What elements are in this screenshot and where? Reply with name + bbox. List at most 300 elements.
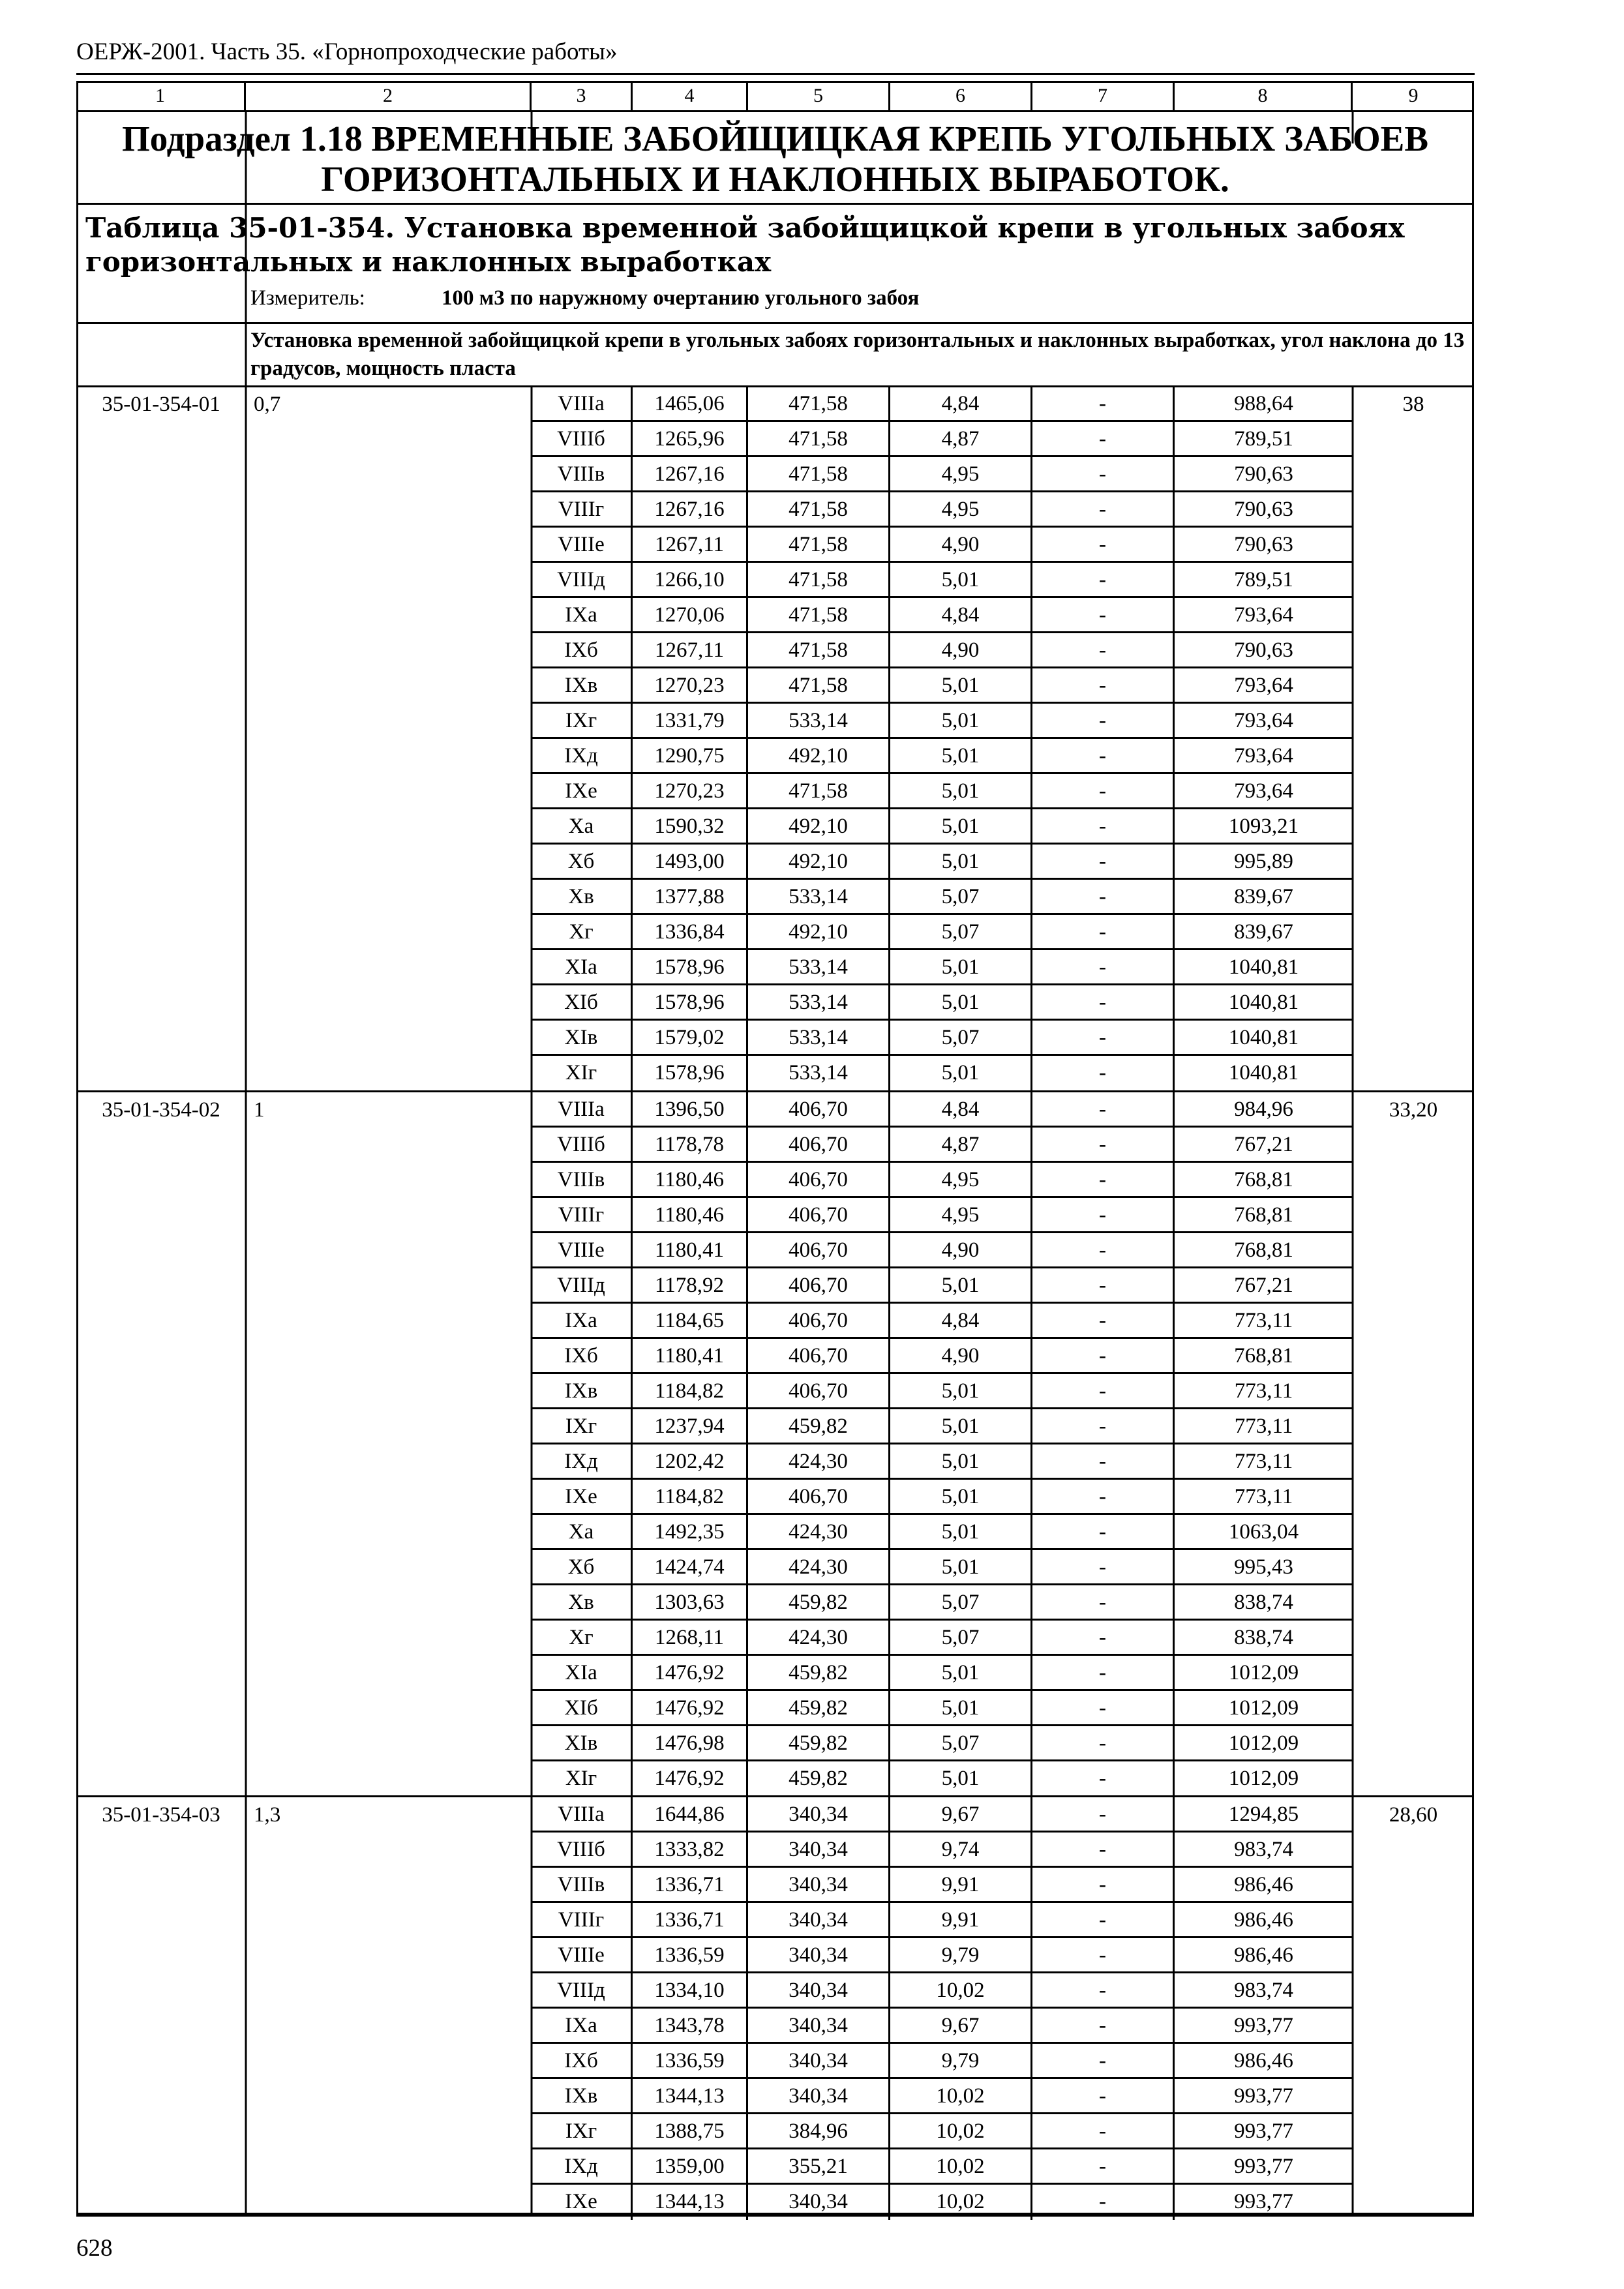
header-rule [76,73,1475,75]
total-cost-cell: 1590,32 [633,809,748,843]
machines-cell: 10,02 [890,1973,1032,2007]
table-row [532,1304,1353,1339]
table-row [532,950,1353,985]
operator-wages-cell: - [1032,1973,1175,2007]
wages-cell: 459,82 [748,1726,890,1759]
zone-cell: IXв [532,2079,633,2112]
zone-cell: IXа [532,598,633,631]
machines-cell: 9,79 [890,1938,1032,1971]
machines-cell: 5,01 [890,668,1032,702]
wages-cell: 406,70 [748,1163,890,1196]
total-cost-cell: 1578,96 [633,1056,748,1091]
measure-value: 100 м3 по наружному очертанию угольного забоя [442,286,920,310]
operator-wages-cell: - [1032,1198,1175,1231]
group-code: 35-01-354-01 [102,393,220,416]
wages-cell: 492,10 [748,915,890,948]
materials-cell: 838,74 [1234,1591,1293,1614]
col-number-3: 3 [532,81,633,110]
wages-cell: 471,58 [748,633,890,666]
total-cost-cell: 1476,98 [633,1726,748,1759]
table-row [532,1339,1353,1374]
operator-wages-cell: - [1032,1128,1175,1161]
zone-cell: IXв [532,668,633,702]
wages-cell: 340,34 [748,1868,890,1901]
zone-cell: XIв [532,1021,633,1054]
wages-cell: 406,70 [748,1304,890,1337]
operator-wages-cell: - [1032,1233,1175,1266]
table-row [532,422,1353,457]
zone-cell: IXд [532,739,633,772]
table-row [532,633,1353,668]
total-cost-cell: 1180,46 [633,1198,748,1231]
machines-cell: 10,02 [890,2114,1032,2147]
wages-cell: 533,14 [748,880,890,913]
table-row [532,2149,1353,2185]
total-cost-cell: 1476,92 [633,1761,748,1797]
wages-cell: 492,10 [748,809,890,843]
machines-cell: 4,90 [890,633,1032,666]
machines-cell: 4,90 [890,1339,1032,1372]
operator-wages-cell: - [1032,1726,1175,1759]
table-row [532,845,1353,880]
wages-cell: 406,70 [748,1374,890,1407]
table-row [532,1726,1353,1761]
group-code: 35-01-354-02 [102,1098,220,1122]
wages-cell: 459,82 [748,1691,890,1724]
machines-cell: 5,01 [890,704,1032,737]
table-row [532,1056,1353,1091]
materials-cell: 793,64 [1234,744,1293,768]
table-row [532,1021,1353,1056]
machines-cell: 10,02 [890,2149,1032,2183]
machines-cell: 5,01 [890,1268,1032,1302]
table-header [76,81,1474,387]
materials-cell: 984,96 [1234,1098,1293,1121]
machines-cell: 4,87 [890,422,1032,455]
total-cost-cell: 1344,13 [633,2079,748,2112]
zone-cell: VIIIв [532,457,633,490]
zone-cell: VIIIе [532,1938,633,1971]
table-row [532,2044,1353,2079]
operator-wages-cell: - [1032,457,1175,490]
total-cost-cell: 1184,82 [633,1480,748,1513]
column-number-row [76,81,1474,112]
total-cost-cell: 1270,23 [633,668,748,702]
total-cost-cell: 1344,13 [633,2185,748,2220]
col-number-7: 7 [1032,81,1175,110]
total-cost-cell: 1267,16 [633,492,748,526]
table-caption-block [76,205,1474,324]
machines-cell: 5,01 [890,1550,1032,1583]
subheader-row [76,324,1474,387]
total-cost-cell: 1336,71 [633,1903,748,1936]
materials-cell: 793,64 [1234,603,1293,627]
wages-cell: 471,58 [748,457,890,490]
operator-wages-cell: - [1032,422,1175,455]
operator-wages-cell: - [1032,1339,1175,1372]
section-title: Подраздел 1.18 ВРЕМЕННЫЕ ЗАБОЙЩИЦКАЯ КРЕПЬ УГОЛЬНЫХ ЗАБОЕВ ГОРИЗОНТАЛЬНЫХ И НАКЛОННЫХ ВЫРАБОТОК. [76,112,1474,205]
zone-cell: VIIIв [532,1868,633,1901]
machines-cell: 5,07 [890,880,1032,913]
materials-cell: 793,64 [1234,709,1293,732]
table-title: Таблица 35-01-354. Установка временной забойщицкой крепи в угольных забоях горизонтальных и наклонных выработках [85,212,1405,278]
operator-wages-cell: - [1032,2114,1175,2147]
table-row [532,1761,1353,1797]
total-cost-cell: 1178,92 [633,1268,748,1302]
group-norm: 33,20 [1389,1098,1438,1122]
materials-cell: 1012,09 [1228,1696,1299,1720]
wages-cell: 424,30 [748,1621,890,1654]
materials-cell: 773,11 [1234,1414,1293,1438]
table-row [532,915,1353,950]
col-number-9: 9 [1408,85,1419,106]
total-cost-cell: 1578,96 [633,950,748,983]
table-row [532,1585,1353,1621]
materials-cell: 983,74 [1234,1979,1293,2002]
machines-cell: 10,02 [890,2185,1032,2220]
wages-cell: 340,34 [748,2009,890,2042]
materials-cell: 767,21 [1234,1133,1293,1156]
table-row [532,739,1353,774]
machines-cell: 4,95 [890,457,1032,490]
materials-cell: 773,11 [1234,1379,1293,1403]
zone-cell: VIIIа [532,387,633,420]
group-norm: 38 [1402,393,1424,416]
zone-cell: XIг [532,1056,633,1091]
zone-cell: IXб [532,633,633,666]
wages-cell: 533,14 [748,1056,890,1091]
materials-cell: 773,11 [1234,1485,1293,1508]
zone-cell: Xг [532,915,633,948]
page-number: 628 [76,2235,113,2262]
total-cost-cell: 1579,02 [633,1021,748,1054]
materials-cell: 993,77 [1234,2084,1293,2108]
operator-wages-cell: - [1032,1938,1175,1971]
operator-wages-cell: - [1032,563,1175,596]
table-row [532,1656,1353,1691]
machines-cell: 10,02 [890,2079,1032,2112]
col-number-4: 4 [633,81,748,110]
machines-cell: 5,01 [890,1374,1032,1407]
total-cost-cell: 1331,79 [633,704,748,737]
zone-cell: XIв [532,1726,633,1759]
operator-wages-cell: - [1032,528,1175,561]
zone-cell: IXг [532,704,633,737]
total-cost-cell: 1476,92 [633,1691,748,1724]
group-rows [532,1092,1353,1797]
materials-cell: 838,74 [1234,1626,1293,1649]
total-cost-cell: 1270,23 [633,774,748,807]
table-row [532,1233,1353,1268]
materials-cell: 793,64 [1234,674,1293,697]
table-row [532,1833,1353,1868]
wages-cell: 406,70 [748,1092,890,1126]
total-cost-cell: 1336,59 [633,1938,748,1971]
wages-cell: 471,58 [748,668,890,702]
materials-cell: 789,51 [1234,568,1293,591]
operator-wages-cell: - [1032,915,1175,948]
total-cost-cell: 1333,82 [633,1833,748,1866]
zone-cell: VIIIд [532,563,633,596]
materials-cell: 988,64 [1234,392,1293,415]
operator-wages-cell: - [1032,1868,1175,1901]
table-row [532,563,1353,598]
operator-wages-cell: - [1032,2044,1175,2077]
materials-cell: 983,74 [1234,1838,1293,1861]
wages-cell: 459,82 [748,1585,890,1619]
zone-cell: Xв [532,1585,633,1619]
wages-cell: 459,82 [748,1761,890,1797]
wages-cell: 340,34 [748,1797,890,1831]
total-cost-cell: 1266,10 [633,563,748,596]
wages-cell: 340,34 [748,1938,890,1971]
table-row [532,1938,1353,1973]
wages-cell: 424,30 [748,1444,890,1478]
total-cost-cell: 1336,71 [633,1868,748,1901]
materials-cell: 790,63 [1234,498,1293,521]
materials-cell: 1040,81 [1228,955,1299,979]
total-cost-cell: 1644,86 [633,1797,748,1831]
wages-cell: 406,70 [748,1198,890,1231]
machines-cell: 5,01 [890,739,1032,772]
wages-cell: 471,58 [748,774,890,807]
table-row [532,1480,1353,1515]
col-number-5: 5 [748,81,890,110]
wages-cell: 406,70 [748,1128,890,1161]
group-code: 35-01-354-03 [102,1803,220,1827]
operator-wages-cell: - [1032,1903,1175,1936]
zone-cell: VIIIа [532,1797,633,1831]
machines-cell: 5,01 [890,809,1032,843]
wages-cell: 533,14 [748,985,890,1019]
materials-cell: 1040,81 [1228,1061,1299,1085]
group-norm: 28,60 [1389,1803,1438,1827]
zone-cell: VIIIа [532,1092,633,1126]
operator-wages-cell: - [1032,985,1175,1019]
machines-cell: 9,67 [890,1797,1032,1831]
table-group [76,1797,1474,2215]
total-cost-cell: 1396,50 [633,1092,748,1126]
total-cost-cell: 1359,00 [633,2149,748,2183]
operator-wages-cell: - [1032,1515,1175,1548]
operator-wages-cell: - [1032,1021,1175,1054]
zone-cell: IXд [532,2149,633,2183]
zone-cell: VIIIг [532,1903,633,1936]
wages-cell: 384,96 [748,2114,890,2147]
col-number-2: 2 [246,81,532,110]
materials-cell: 1012,09 [1228,1767,1299,1790]
zone-cell: IXа [532,1304,633,1337]
zone-cell: IXг [532,1409,633,1443]
machines-cell: 5,01 [890,985,1032,1019]
total-cost-cell: 1267,16 [633,457,748,490]
total-cost-cell: 1268,11 [633,1621,748,1654]
operator-wages-cell: - [1032,1691,1175,1724]
materials-cell: 1012,09 [1228,1661,1299,1684]
zone-cell: Xв [532,880,633,913]
total-cost-cell: 1184,65 [633,1304,748,1337]
table-row [532,1973,1353,2009]
operator-wages-cell: - [1032,774,1175,807]
table-row [532,387,1353,422]
machines-cell: 4,95 [890,1163,1032,1196]
materials-cell: 993,77 [1234,2119,1293,2143]
table-row [532,1092,1353,1128]
table-row [532,1268,1353,1304]
machines-cell: 4,95 [890,1198,1032,1231]
table-row [532,1621,1353,1656]
table-row [532,2079,1353,2114]
operator-wages-cell: - [1032,668,1175,702]
wages-cell: 340,34 [748,2079,890,2112]
operator-wages-cell: - [1032,1550,1175,1583]
wages-cell: 459,82 [748,1656,890,1689]
total-cost-cell: 1465,06 [633,387,748,420]
table-row [532,1409,1353,1444]
machines-cell: 5,01 [890,1056,1032,1091]
table-row [532,2009,1353,2044]
materials-cell: 986,46 [1234,1943,1293,1967]
machines-cell: 5,07 [890,1021,1032,1054]
zone-cell: XIа [532,1656,633,1689]
wages-cell: 471,58 [748,528,890,561]
total-cost-cell: 1270,06 [633,598,748,631]
table-row [532,1691,1353,1726]
total-cost-cell: 1237,94 [633,1409,748,1443]
total-cost-cell: 1492,35 [633,1515,748,1548]
table-row [532,704,1353,739]
zone-cell: XIа [532,950,633,983]
total-cost-cell: 1180,41 [633,1233,748,1266]
materials-cell: 839,67 [1234,920,1293,944]
materials-cell: 773,11 [1234,1309,1293,1332]
materials-cell: 839,67 [1234,885,1293,908]
table-row [532,880,1353,915]
wages-cell: 406,70 [748,1268,890,1302]
machines-cell: 5,01 [890,1761,1032,1797]
operator-wages-cell: - [1032,1621,1175,1654]
table-row [532,1128,1353,1163]
zone-cell: VIIIе [532,1233,633,1266]
materials-cell: 790,63 [1234,462,1293,486]
materials-cell: 790,63 [1234,638,1293,662]
table-row [532,668,1353,704]
table-row [532,1163,1353,1198]
wages-cell: 355,21 [748,2149,890,2183]
total-cost-cell: 1578,96 [633,985,748,1019]
operator-wages-cell: - [1032,2009,1175,2042]
table-row [532,528,1353,563]
zone-cell: IXб [532,1339,633,1372]
total-cost-cell: 1265,96 [633,422,748,455]
materials-cell: 993,77 [1234,2014,1293,2037]
total-cost-cell: 1178,78 [633,1128,748,1161]
materials-cell: 767,21 [1234,1274,1293,1297]
materials-cell: 773,11 [1234,1450,1293,1473]
materials-cell: 793,64 [1234,779,1293,803]
total-cost-cell: 1424,74 [633,1550,748,1583]
operator-wages-cell: - [1032,1092,1175,1126]
operator-wages-cell: - [1032,1268,1175,1302]
total-cost-cell: 1493,00 [633,845,748,878]
operator-wages-cell: - [1032,845,1175,878]
zone-cell: IXе [532,1480,633,1513]
wages-cell: 406,70 [748,1339,890,1372]
table-row [532,985,1353,1021]
machines-cell: 4,95 [890,492,1032,526]
operator-wages-cell: - [1032,598,1175,631]
zone-cell: XIб [532,985,633,1019]
machines-cell: 4,90 [890,1233,1032,1266]
table-row [532,1903,1353,1938]
wages-cell: 471,58 [748,492,890,526]
table-row [532,1797,1353,1833]
materials-cell: 1040,81 [1228,991,1299,1014]
machines-cell: 4,84 [890,1092,1032,1126]
wages-cell: 533,14 [748,950,890,983]
measure-label: Измеритель: [250,286,365,310]
table-row [532,457,1353,492]
table-row [532,598,1353,633]
total-cost-cell: 1377,88 [633,880,748,913]
wages-cell: 340,34 [748,1973,890,2007]
operator-wages-cell: - [1032,633,1175,666]
zone-cell: VIIIг [532,1198,633,1231]
zone-cell: VIIIб [532,1128,633,1161]
machines-cell: 5,01 [890,1480,1032,1513]
operator-wages-cell: - [1032,880,1175,913]
total-cost-cell: 1336,84 [633,915,748,948]
total-cost-cell: 1343,78 [633,2009,748,2042]
operator-wages-cell: - [1032,1833,1175,1866]
wages-cell: 424,30 [748,1550,890,1583]
machines-cell: 5,01 [890,563,1032,596]
materials-cell: 1063,04 [1228,1520,1299,1544]
table-row [532,809,1353,845]
operator-wages-cell: - [1032,2079,1175,2112]
machines-cell: 9,91 [890,1868,1032,1901]
operator-wages-cell: - [1032,1480,1175,1513]
zone-cell: Xа [532,809,633,843]
materials-cell: 768,81 [1234,1168,1293,1191]
operator-wages-cell: - [1032,1761,1175,1797]
machines-cell: 4,90 [890,528,1032,561]
table-group [76,387,1474,1092]
col-number-6: 6 [890,81,1032,110]
total-cost-cell: 1476,92 [633,1656,748,1689]
operator-wages-cell: - [1032,1056,1175,1091]
zone-cell: Xб [532,845,633,878]
wages-cell: 340,34 [748,2044,890,2077]
operator-wages-cell: - [1032,704,1175,737]
machines-cell: 4,87 [890,1128,1032,1161]
machines-cell: 9,91 [890,1903,1032,1936]
total-cost-cell: 1303,63 [633,1585,748,1619]
operator-wages-cell: - [1032,1656,1175,1689]
operator-wages-cell: - [1032,1797,1175,1831]
operator-wages-cell: - [1032,387,1175,420]
zone-cell: IXе [532,2185,633,2220]
zone-cell: VIIIд [532,1268,633,1302]
materials-cell: 995,89 [1234,850,1293,873]
materials-cell: 1093,21 [1228,815,1299,838]
total-cost-cell: 1180,41 [633,1339,748,1372]
machines-cell: 5,01 [890,1409,1032,1443]
materials-cell: 986,46 [1234,2049,1293,2072]
zone-cell: VIIIб [532,1833,633,1866]
total-cost-cell: 1202,42 [633,1444,748,1478]
machines-cell: 5,01 [890,774,1032,807]
